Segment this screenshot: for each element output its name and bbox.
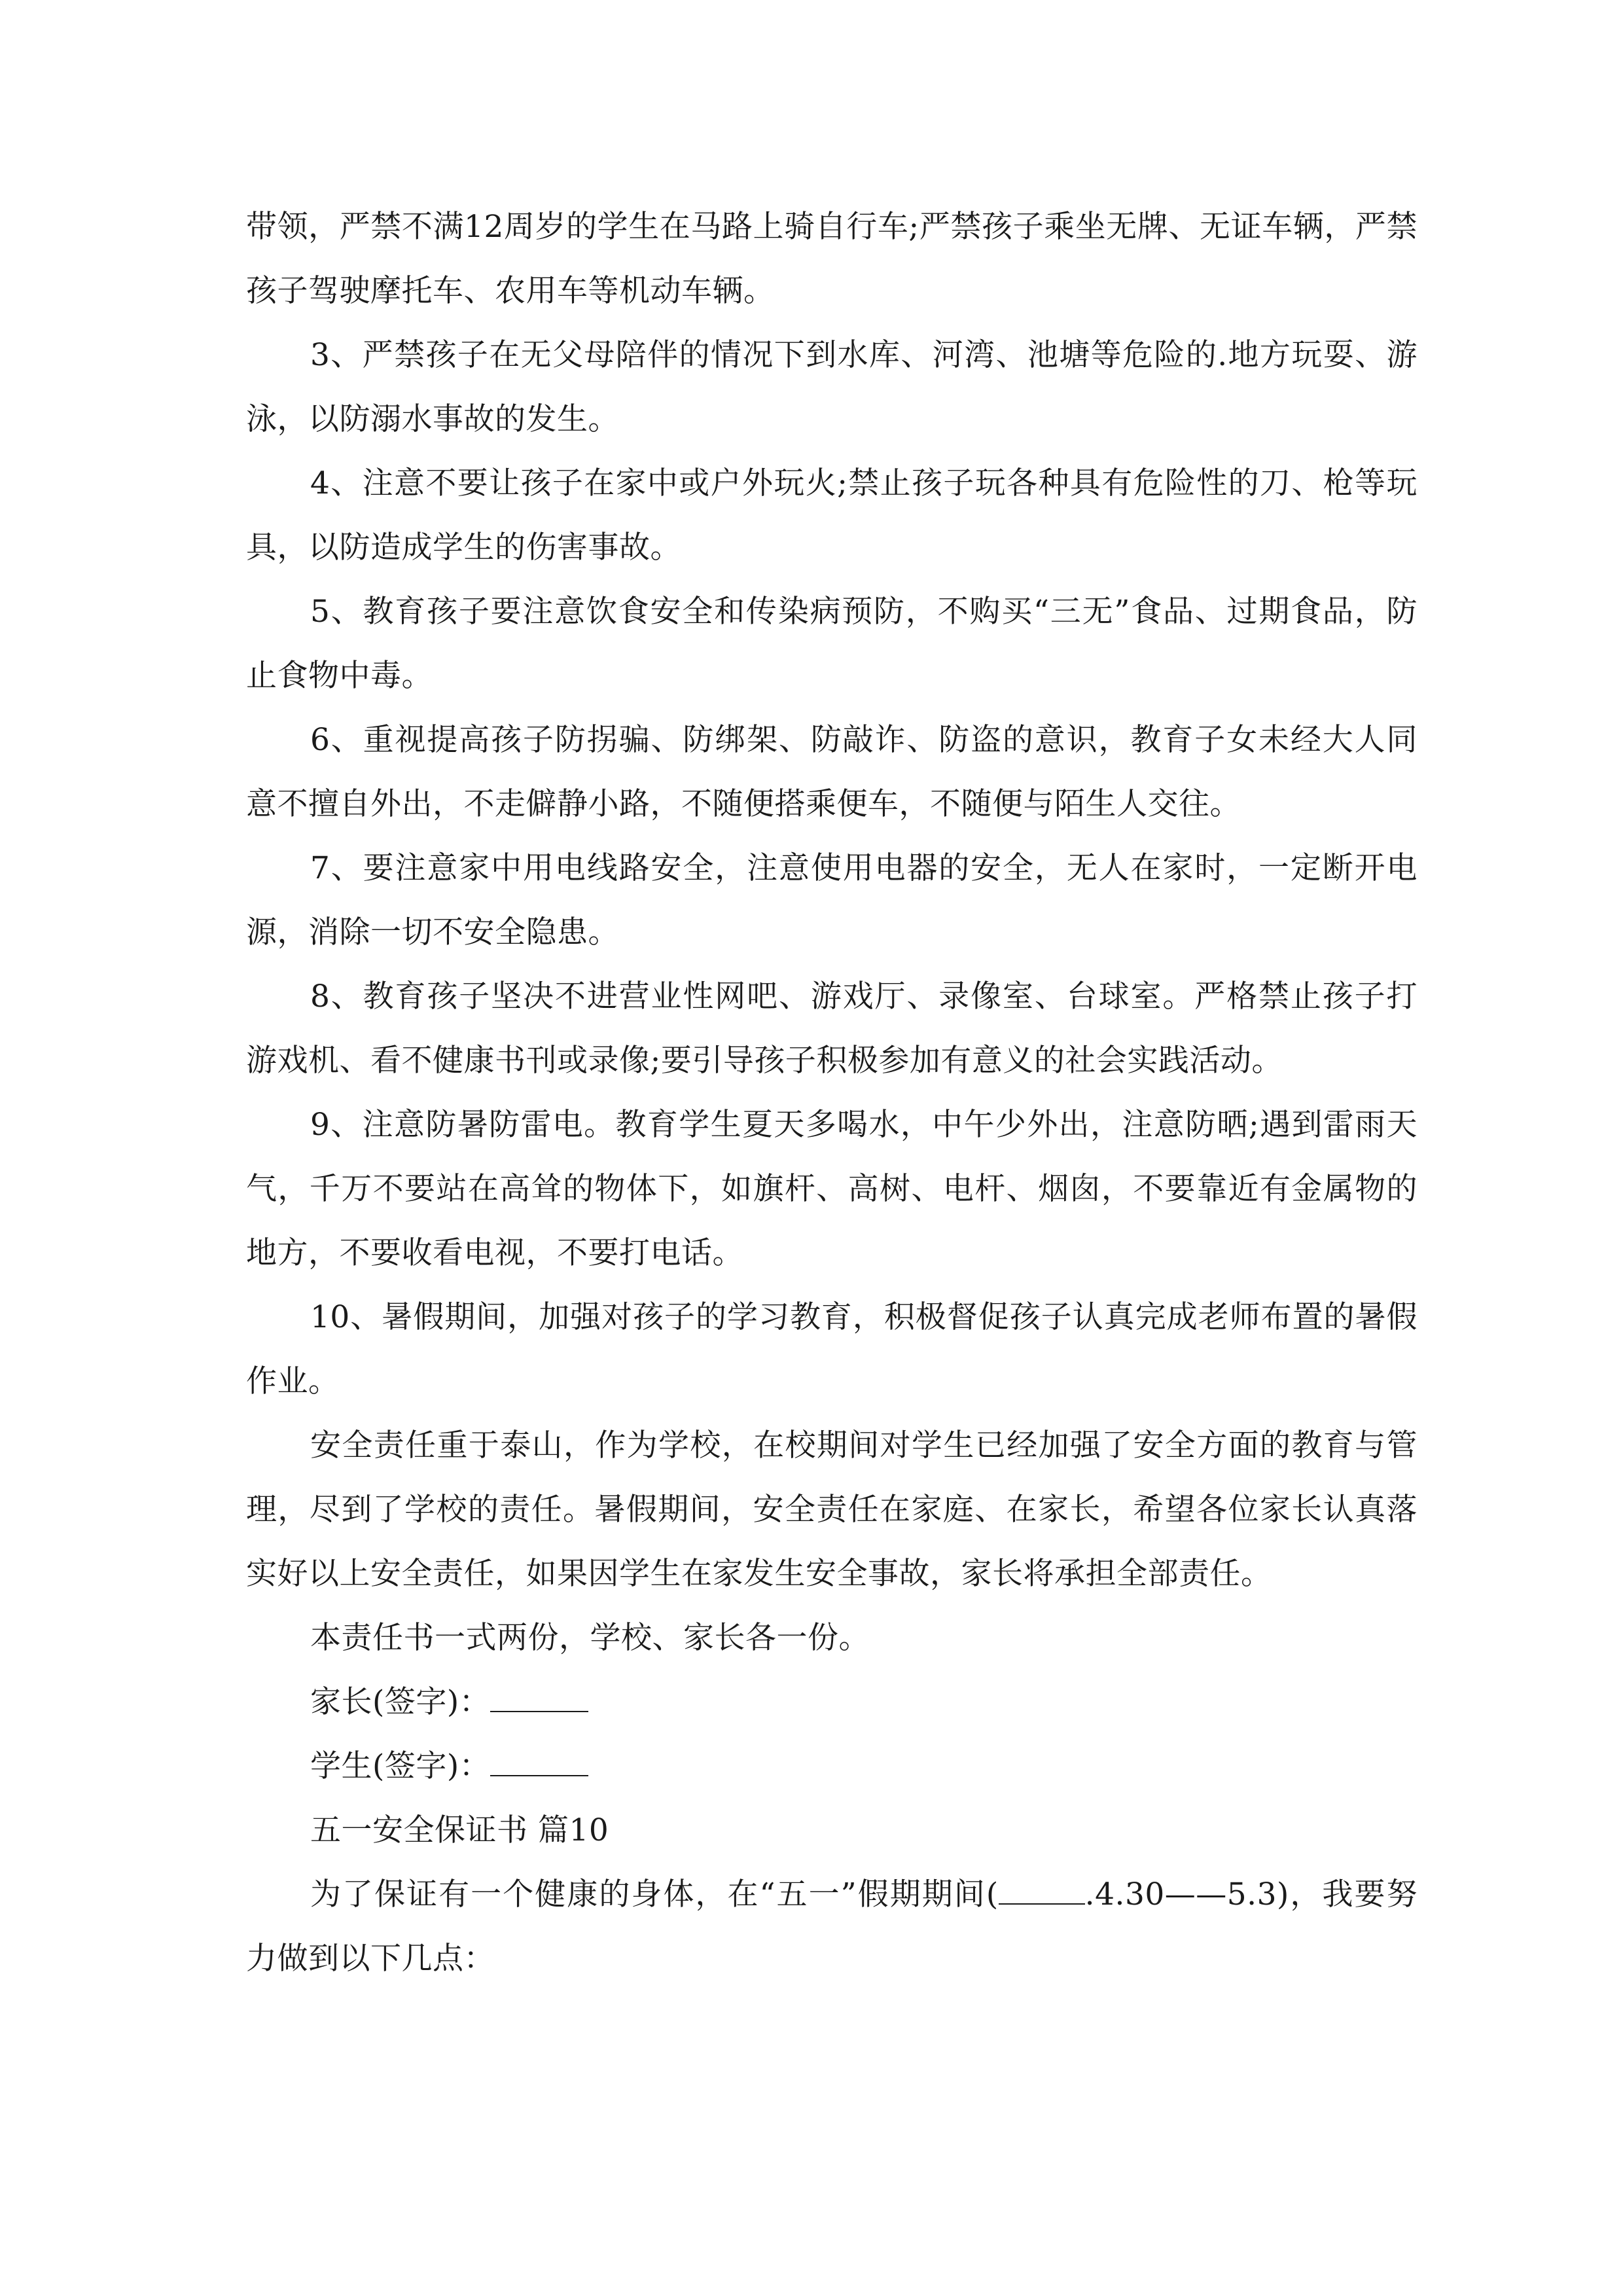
paragraph-item-9: 9、注意防暑防雷电。教育学生夏天多喝水，中午少外出，注意防晒;遇到雷雨天气，千万不要站在高耸的物体下，如旗杆、高树、电杆、烟囱，不要靠近有金属物的地方，不要收看电视，不要打电话。 — [246, 1107, 1418, 1271]
year-blank — [999, 1871, 1085, 1905]
paragraph-responsibility: 安全责任重于泰山，作为学校，在校期间对学生已经加强了安全方面的教育与管理，尽到了学校的责任。暑假期间，安全责任在家庭、在家长，希望各位家长认真落实好以上安全责任，如果因学生在家发生安全事故，家长将承担全部责任。 — [246, 1427, 1418, 1592]
parent-signature-line — [490, 1678, 588, 1712]
parent-signature-row — [246, 1670, 1418, 1734]
student-signature-line — [490, 1742, 588, 1776]
paragraph-copies: 本责任书一式两份，学校、家长各一份。 — [310, 1620, 870, 1656]
parent-signature-label: 家长(签字)： — [310, 1684, 491, 1720]
section-intro — [246, 1863, 1418, 1991]
paragraph-item-10: 10、暑假期间，加强对孩子的学习教育，积极督促孩子认真完成老师布置的暑假作业。 — [246, 1299, 1418, 1399]
document-body — [246, 195, 1418, 1991]
paragraph-item-6: 6、重视提高孩子防拐骗、防绑架、防敲诈、防盗的意识，教育子女未经大人同意不擅自外出，不走僻静小路，不随便搭乘便车，不随便与陌生人交往。 — [246, 722, 1418, 822]
section-intro-start: 为了保证有一个健康的身体，在“五一”假期期间( — [310, 1876, 999, 1912]
paragraph-item-4: 4、注意不要让孩子在家中或户外玩火;禁止孩子玩各种具有危险性的刀、枪等玩具，以防造成学生的伤害事故。 — [246, 465, 1418, 565]
paragraph-item-8: 8、教育孩子坚决不进营业性网吧、游戏厅、录像室、台球室。严格禁止孩子打游戏机、看不健康书刊或录像;要引导孩子积极参加有意义的社会实践活动。 — [246, 978, 1418, 1079]
paragraph-item-5: 5、教育孩子要注意饮食安全和传染病预防，不购买“三无”食品、过期食品，防止食物中毒。 — [246, 594, 1418, 694]
section-intro-end: .4.30——5.3)，我要努力做到以下几点： — [246, 1876, 1418, 1977]
paragraph-item-7: 7、要注意家中用电线路安全，注意使用电器的安全，无人在家时，一定断开电源，消除一切不安全隐患。 — [246, 850, 1418, 950]
student-signature-label: 学生(签字)： — [310, 1748, 491, 1784]
section-title: 五一安全保证书 篇10 — [310, 1812, 609, 1848]
paragraph-item-3: 3、严禁孩子在无父母陪伴的情况下到水库、河湾、池塘等危险的.地方玩耍、游泳，以防溺水事故的发生。 — [246, 337, 1418, 437]
student-signature-row — [246, 1734, 1418, 1799]
paragraph-traffic-continued: 带领，严禁不满12周岁的学生在马路上骑自行车;严禁孩子乘坐无牌、无证车辆，严禁孩子驾驶摩托车、农用车等机动车辆。 — [246, 209, 1418, 309]
